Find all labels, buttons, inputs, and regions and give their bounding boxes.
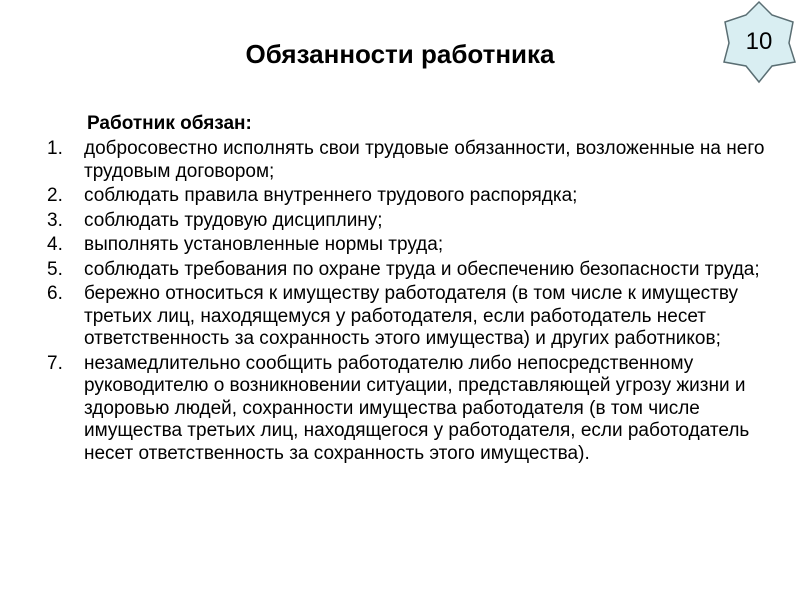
list-item-text: соблюдать требования по охране труда и обеспечению безопасности труда; — [84, 258, 760, 280]
intro-heading: Работник обязан: — [87, 113, 252, 134]
list-item-text: соблюдать правила внутреннего трудового распорядка; — [84, 185, 578, 206]
list-item-number: 7. — [47, 352, 63, 374]
list-item-number: 2. — [47, 185, 63, 206]
list-item-number: 5. — [47, 258, 63, 280]
list-item — [0, 259, 780, 282]
list-item — [0, 185, 780, 208]
list-item — [0, 210, 780, 233]
list-item — [0, 234, 780, 257]
list-item — [0, 138, 780, 183]
list-item-text: незамедлительно сообщить работодателю либо непосредственному руководителю о возникновении ситуации, представляющей угрозу жизни и здоровью людей, сохранности имущества работодателя (в том числе имущества третьих лиц, находящегося у работодателя, если работодатель несет ответственность за сохранность этого имущества). — [84, 352, 750, 464]
list-item — [0, 283, 780, 351]
list-item-text: добросовестно исполнять свои трудовые обязанности, возложенные на него трудовым договором; — [84, 138, 765, 182]
list-item-text: бережно относиться к имуществу работодателя (в том числе к имуществу третьих лиц, находящемуся у работодателя, если работодатель несет ответственность за сохранность этого имущества) и других работников; — [84, 283, 739, 349]
page-number-badge — [719, 0, 799, 84]
list-item — [0, 353, 780, 466]
page-number: 10 — [745, 28, 773, 55]
slide-title: Обязанности работника — [245, 39, 555, 69]
list-item-text: соблюдать трудовую дисциплину; — [84, 209, 383, 231]
list-item-number: 4. — [47, 234, 63, 255]
list-item-text: выполнять установленные нормы труда; — [84, 234, 444, 255]
list-item-number: 3. — [47, 209, 63, 231]
list-item-number: 6. — [47, 283, 63, 304]
list-item-number: 1. — [47, 138, 63, 159]
duties-list — [0, 138, 780, 467]
